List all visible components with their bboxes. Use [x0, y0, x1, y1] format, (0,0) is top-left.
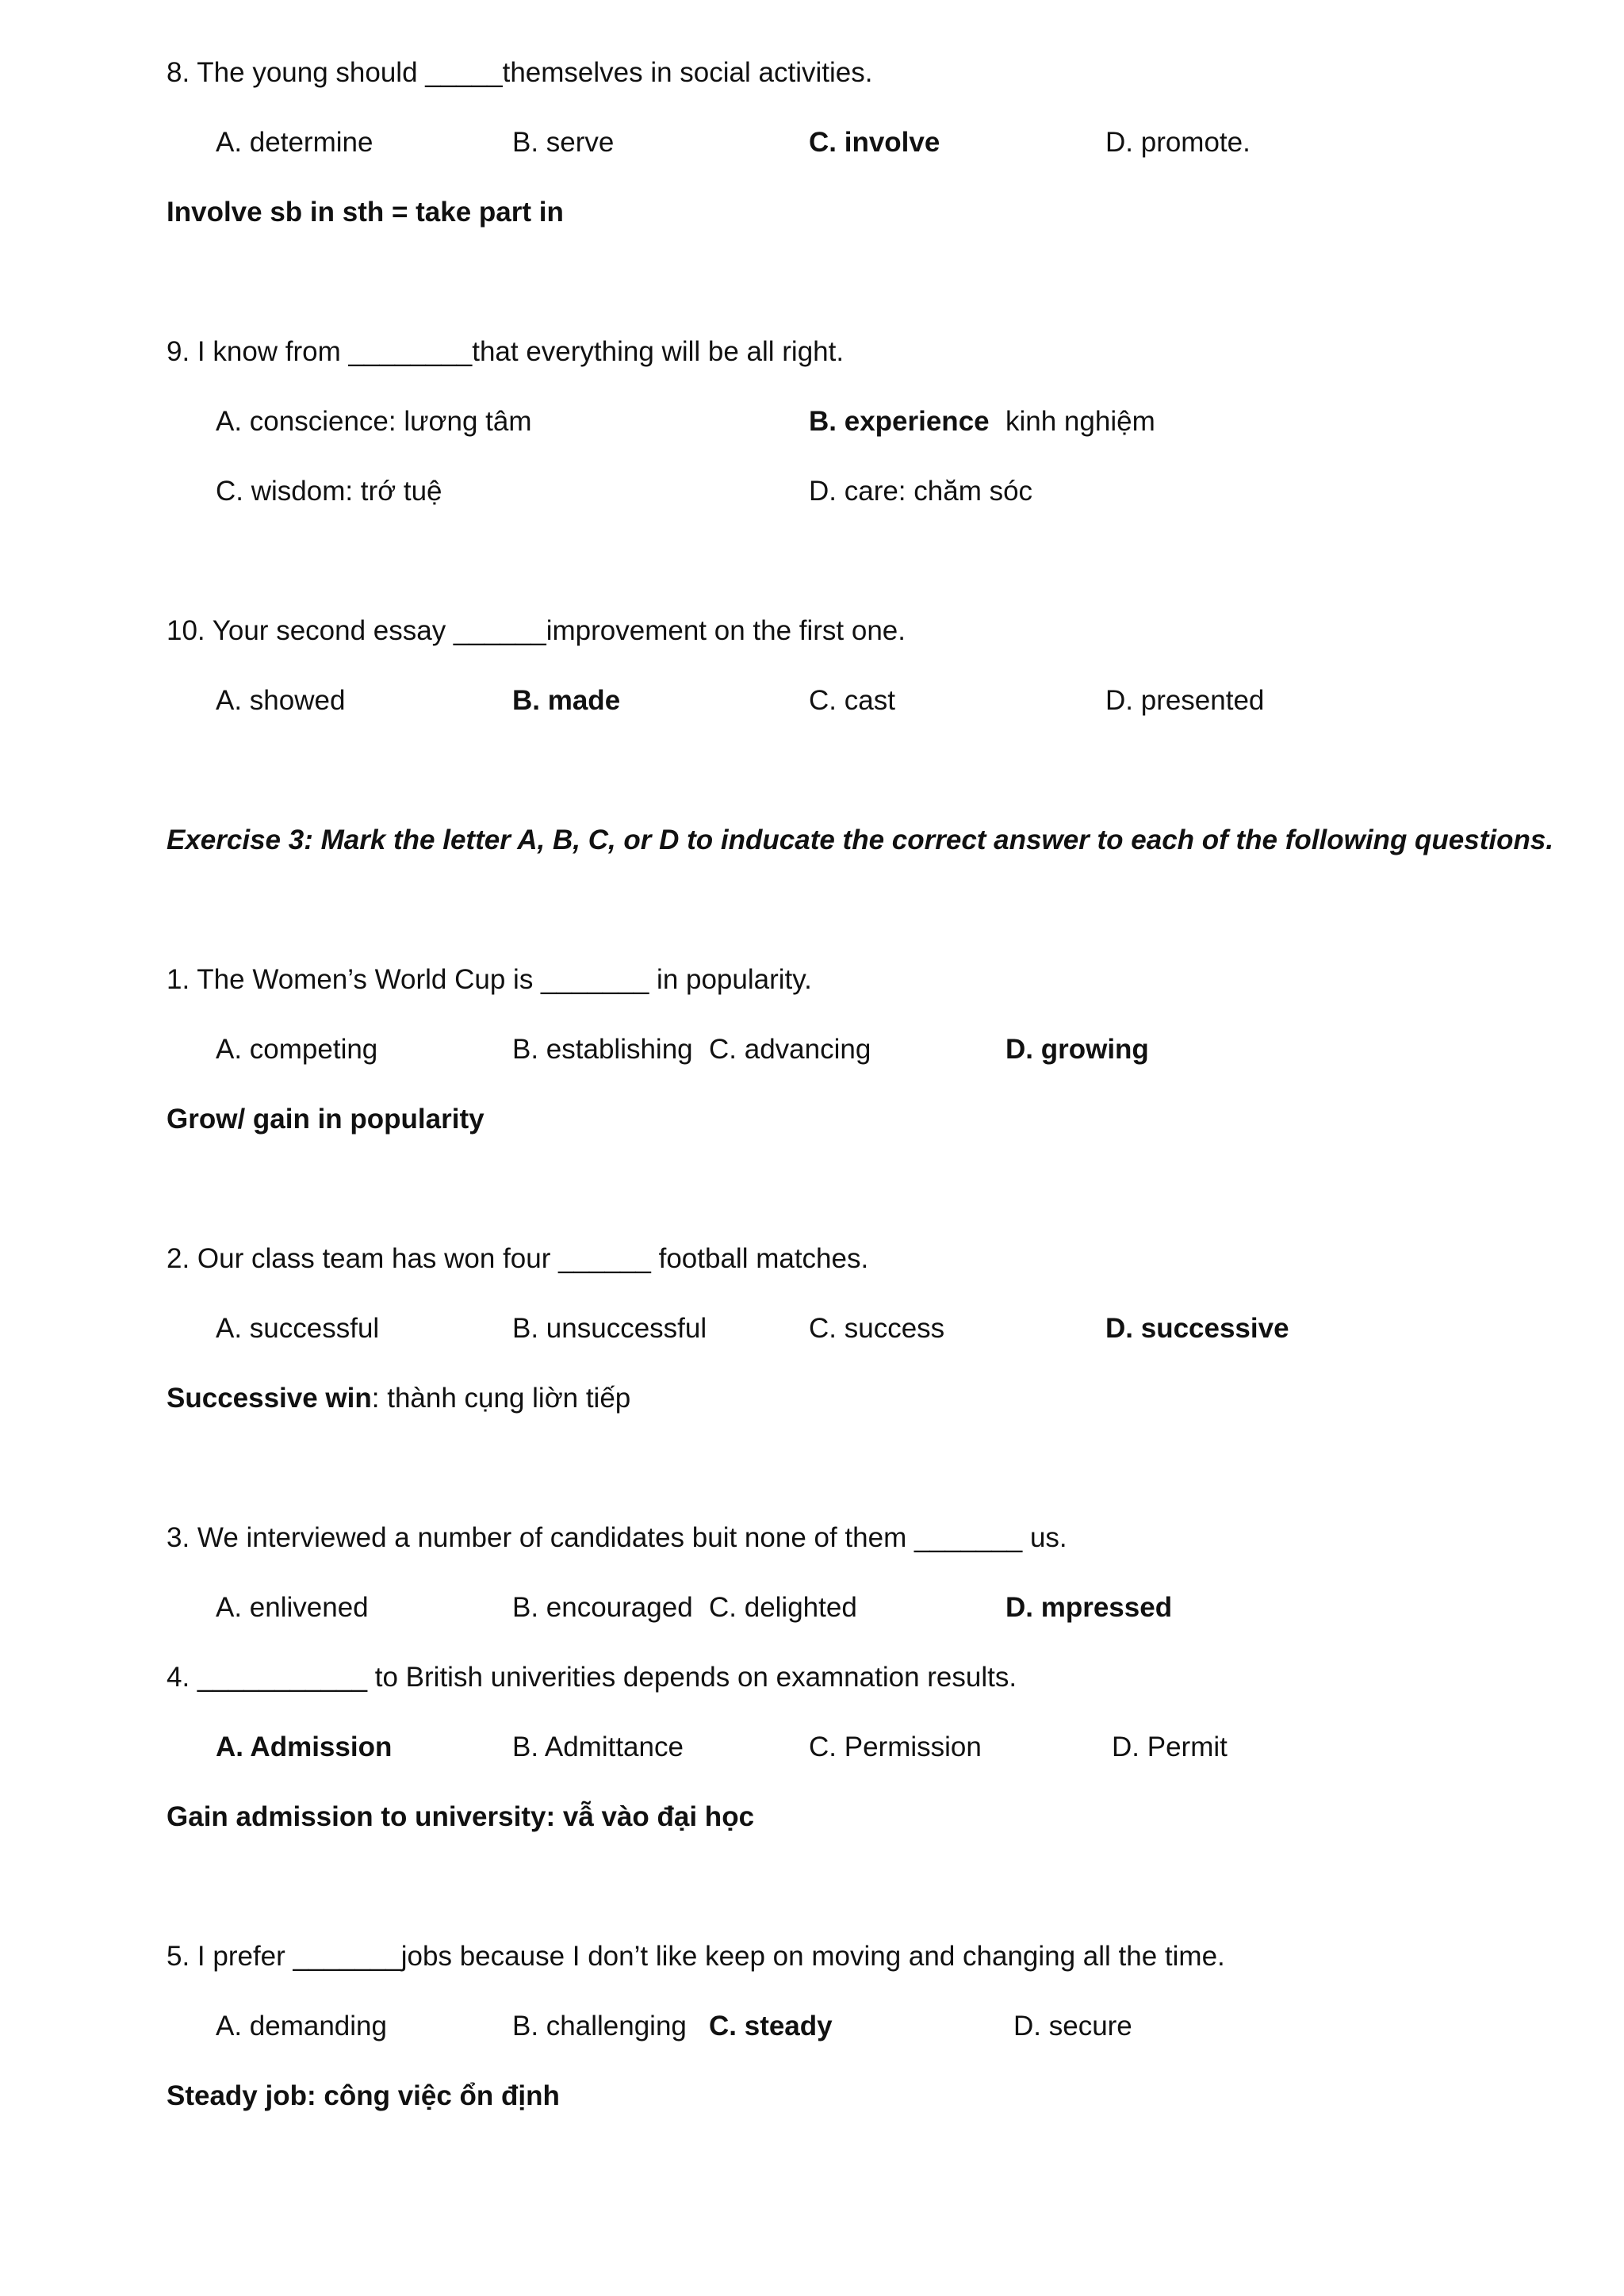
- e3q1-option-b: B. establishing: [512, 1034, 693, 1065]
- e3q5-option-d: D. secure: [1013, 2011, 1132, 2042]
- e3q4-note: Gain admission to university: vẫ vào đại học: [167, 1801, 755, 1832]
- e3q3-option-a: A. enlivened: [216, 1592, 369, 1623]
- e3-question-3: 3. We interviewed a number of candidates buit none of them _______ us.: [167, 1522, 1067, 1553]
- e3q1-note: Grow/ gain in popularity: [167, 1104, 485, 1135]
- q10-option-a: A. showed: [216, 685, 346, 716]
- q10-option-b-answer: B. made: [512, 685, 621, 716]
- e3q5-option-c-answer: C. steady: [709, 2011, 833, 2042]
- q10-option-d: D. presented: [1105, 685, 1265, 716]
- e3q2-option-b: B. unsuccessful: [512, 1313, 707, 1344]
- q8-option-b: B. serve: [512, 127, 615, 158]
- e3q4-option-a-answer: A. Admission: [216, 1732, 393, 1762]
- e3q3-option-b: B. encouraged: [512, 1592, 693, 1623]
- q8-option-a: A. determine: [216, 127, 373, 158]
- e3q4-option-b: B. Admittance: [512, 1732, 684, 1762]
- e3-question-5: 5. I prefer _______jobs because I don’t like keep on moving and changing all the time.: [167, 1941, 1225, 1972]
- question-9: 9. I know from ________that everything will be all right.: [167, 336, 845, 367]
- e3-question-2: 2. Our class team has won four ______ football matches.: [167, 1243, 869, 1274]
- e3q2-option-d-answer: D. successive: [1105, 1313, 1289, 1344]
- e3q3-option-d-answer: D. mpressed: [1005, 1592, 1173, 1623]
- e3q1-option-a: A. competing: [216, 1034, 378, 1065]
- e3-question-4: 4. ___________ to British univerities depends on examnation results.: [167, 1662, 1017, 1693]
- e3q5-option-b: B. challenging: [512, 2011, 687, 2042]
- q8-option-d: D. promote.: [1105, 127, 1251, 158]
- e3-question-1: 1. The Women’s World Cup is _______ in popularity.: [167, 964, 812, 995]
- q9-option-b-answer: B. experience: [809, 406, 990, 437]
- q8-option-c-answer: C. involve: [809, 127, 940, 158]
- e3q5-option-a: A. demanding: [216, 2011, 387, 2042]
- q9-option-c: C. wisdom: trớ tuệ: [216, 476, 442, 507]
- e3q2-note: [167, 1381, 630, 1416]
- e3q1-option-c: C. advancing: [709, 1034, 871, 1065]
- e3q2-option-c: C. success: [809, 1313, 945, 1344]
- e3q4-option-d: D. Permit: [1112, 1732, 1228, 1762]
- e3q3-option-c: C. delighted: [709, 1592, 857, 1623]
- e3q5-note: Steady job: công việc ổn định: [167, 2080, 560, 2111]
- q9-option-b-gloss: kinh nghiệm: [1005, 406, 1155, 437]
- e3q4-option-c: C. Permission: [809, 1732, 982, 1762]
- e3q1-option-d-answer: D. growing: [1005, 1034, 1149, 1065]
- q10-option-c: C. cast: [809, 685, 895, 716]
- e3q2-note-gloss: : thành cụng liờn tiếp: [371, 1383, 631, 1414]
- q9-option-a: A. conscience: lương tâm: [216, 406, 532, 437]
- q9-option-d: D. care: chăm sóc: [809, 476, 1033, 507]
- q8-note: Involve sb in sth = take part in: [167, 197, 564, 228]
- question-8: 8. The young should _____themselves in social activities.: [167, 57, 873, 88]
- exercise-3-heading: Exercise 3: Mark the letter A, B, C, or D to inducate the correct answer to each of the following questions.: [167, 825, 1554, 855]
- e3q2-note-term: Successive win: [167, 1383, 372, 1414]
- question-10: 10. Your second essay ______improvement on the first one.: [167, 615, 906, 646]
- e3q2-option-a: A. successful: [216, 1313, 380, 1344]
